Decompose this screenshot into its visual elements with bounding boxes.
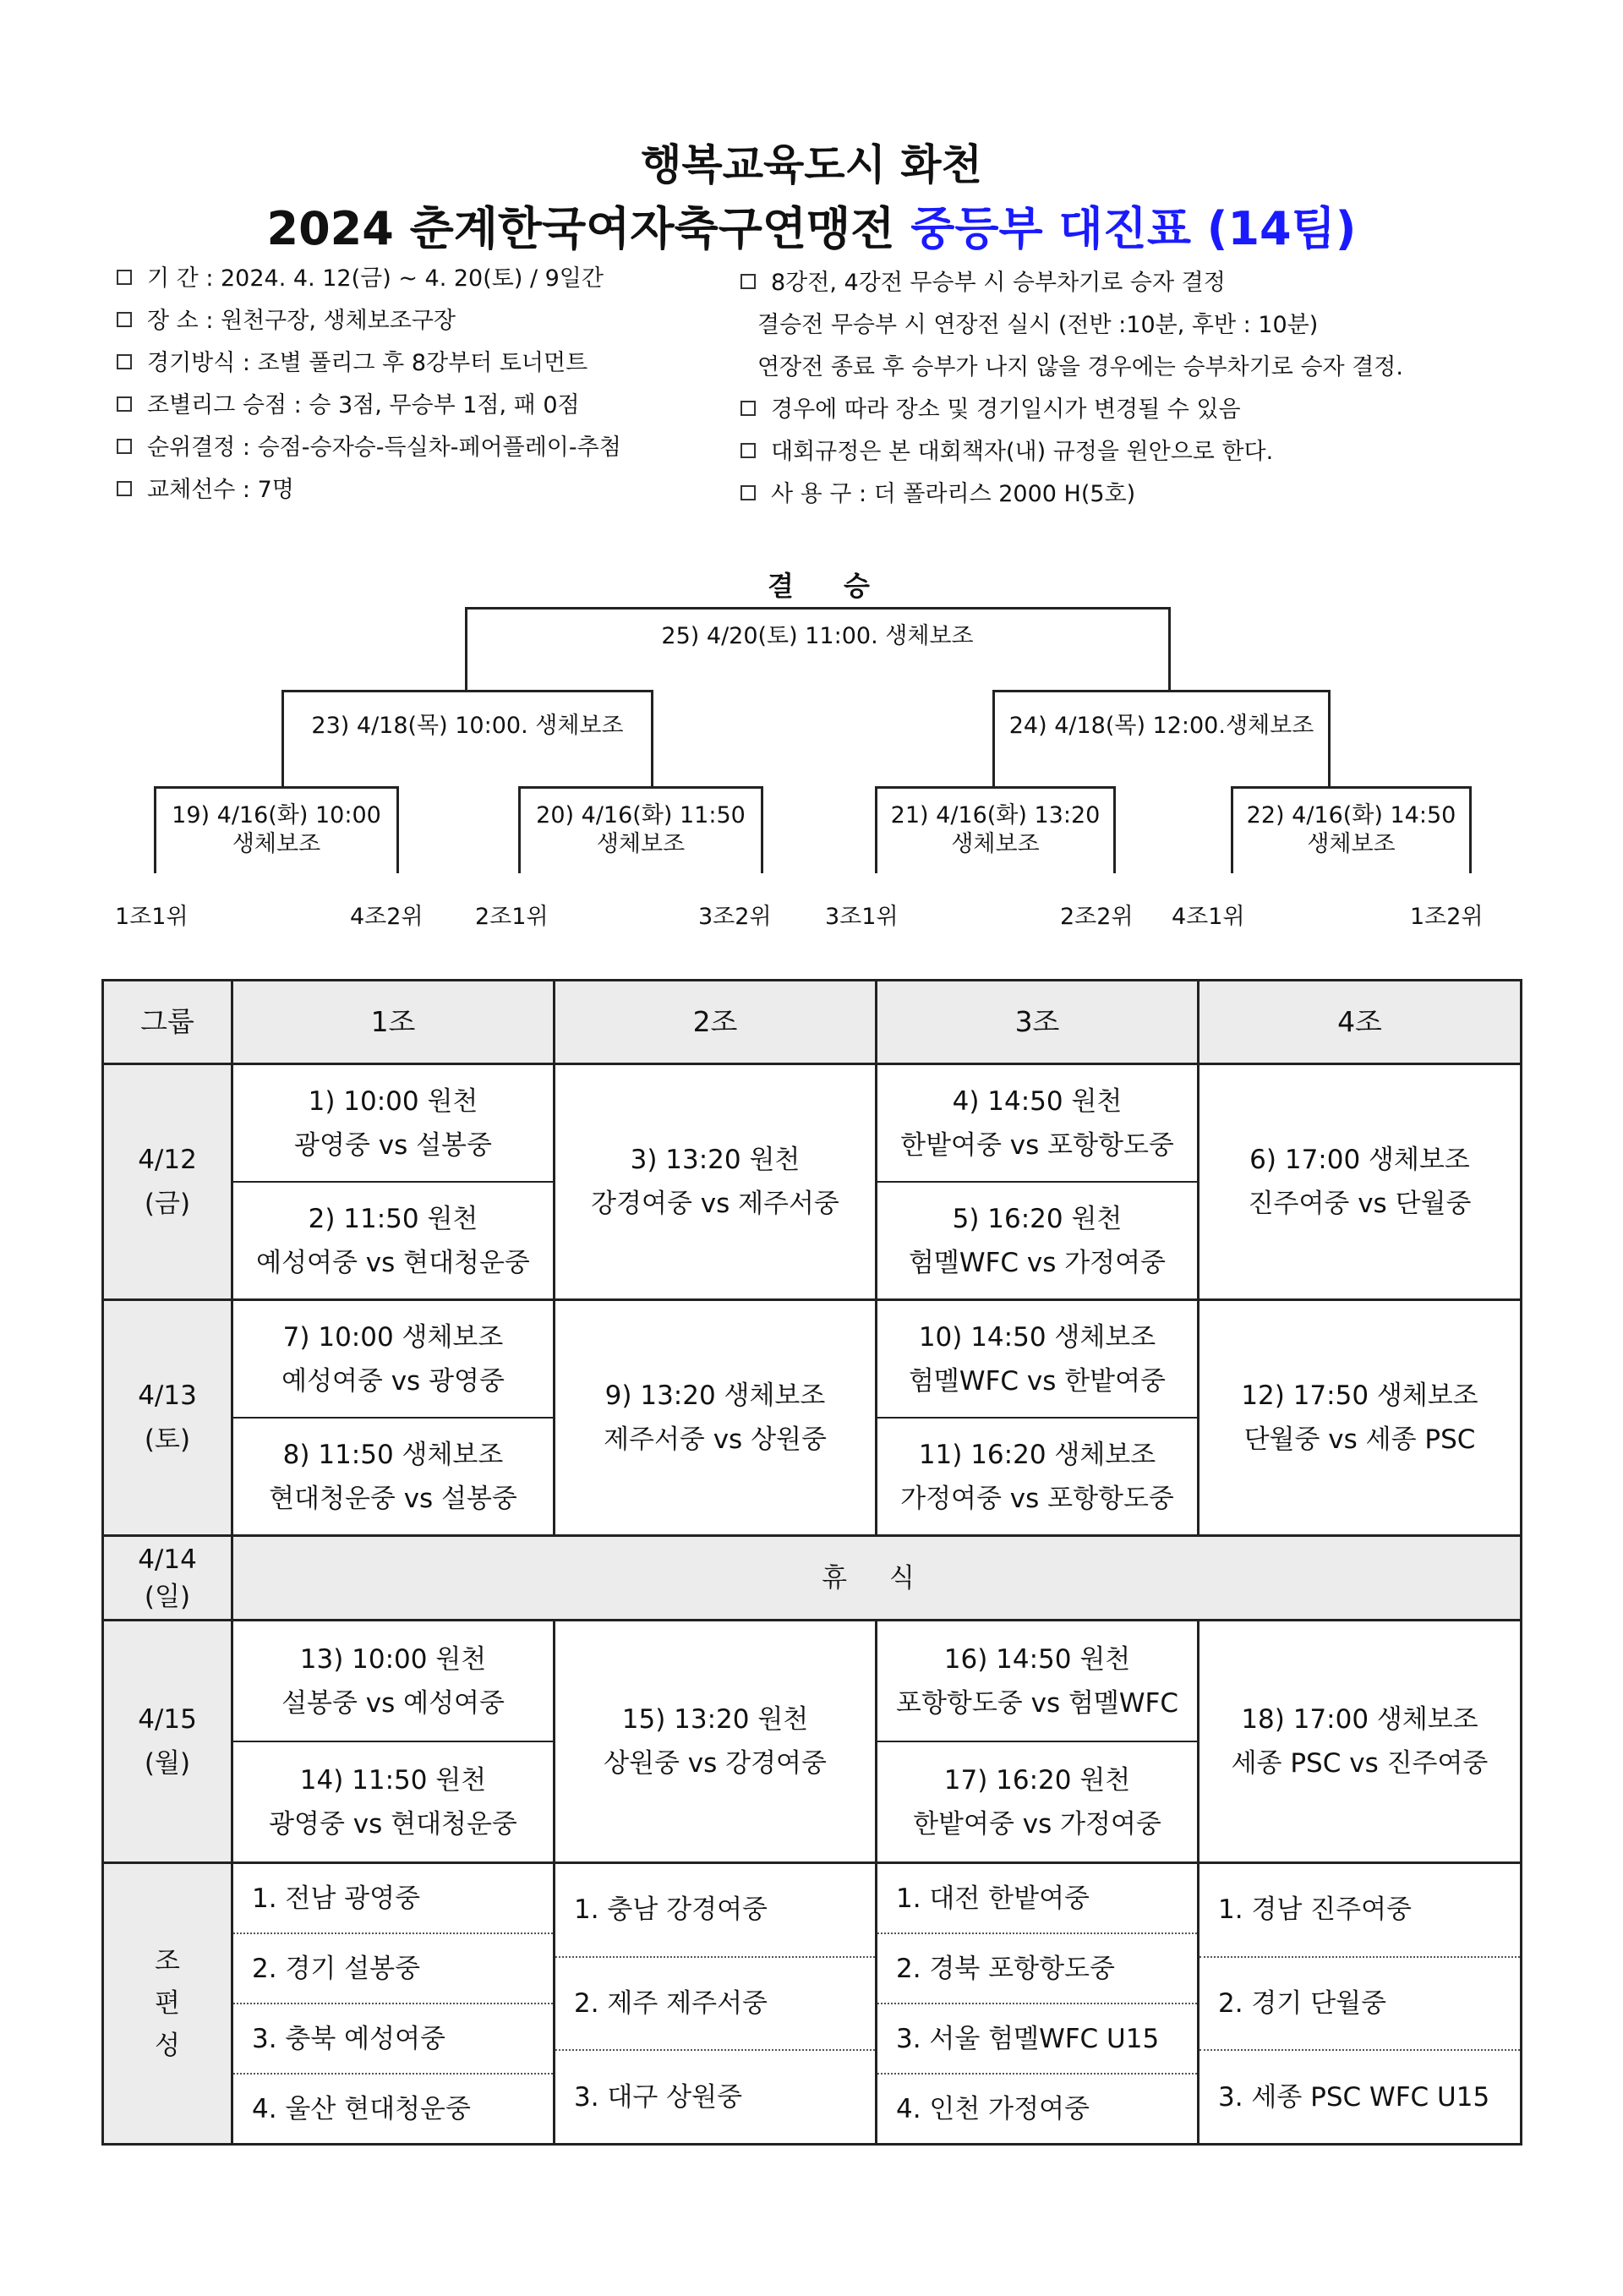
- info-rule-6: 사 용 구 : 더 폴라리스 2000 H(5호): [740, 473, 1403, 516]
- seed-label: 1조1위: [115, 904, 189, 930]
- seed-label: 2조1위: [475, 904, 549, 930]
- seed-label: 3조2위: [698, 904, 772, 930]
- group4-cell: 18) 17:00 생체보조 세종 PSC vs 진주여중: [1199, 1621, 1522, 1863]
- info-points: 조별리그 승점 : 승 3점, 무승부 1점, 패 0점: [117, 385, 621, 427]
- table-row: [103, 1064, 1522, 1300]
- list-item: 3. 서울 험멜WFC U15: [877, 2003, 1197, 2073]
- bracket-line: [465, 607, 467, 692]
- list-item: 1. 경남 진주여중: [1218, 1894, 1412, 1926]
- checkbox-icon: [117, 270, 132, 285]
- info-venue: 장 소 : 원천구장, 생체보조구장: [117, 300, 621, 342]
- bracket-line: [281, 690, 653, 692]
- seed-label: 4조2위: [350, 904, 424, 930]
- final-title: 결 승: [768, 570, 890, 602]
- seed-label: 3조1위: [825, 904, 899, 930]
- subtitle-main: 2024 춘계한국여자축구연맹전: [266, 202, 895, 255]
- bracket-line: [1231, 786, 1472, 789]
- list-item: 3. 충북 예성여중: [233, 2003, 553, 2073]
- info-format: 경기방식 : 조별 풀리그 후 8강부터 토너먼트: [117, 342, 621, 385]
- group1-cell: 7) 10:00 생체보조 예성여중 vs 광영중 8) 11:50 생체보조 현대청운중 vs 설봉중: [232, 1300, 555, 1536]
- qf-match-2: 20) 4/16(화) 11:50 생체보조: [536, 802, 746, 857]
- date-cell: 4/12 (금): [103, 1064, 232, 1300]
- header-group-2: 2조: [555, 981, 877, 1064]
- info-rule-4: 경우에 따라 장소 및 경기일시가 변경될 수 있음: [740, 389, 1403, 431]
- checkbox-icon: [740, 274, 756, 289]
- group2-teams: [555, 1863, 877, 2145]
- checkbox-icon: [740, 443, 756, 458]
- group1-cell: 1) 10:00 원천 광영중 vs 설봉중 2) 11:50 원천 예성여중 vs 현대청운중: [232, 1064, 555, 1300]
- subtitle-highlight: 중등부 대진표 (14팀): [910, 202, 1357, 255]
- checkbox-icon: [117, 312, 132, 327]
- group3-cell: 10) 14:50 생체보조 험멜WFC vs 한밭여중 11) 16:20 생체보조 가정여중 vs 포항항도중: [877, 1300, 1199, 1536]
- list-item: 1. 전남 광영중: [252, 1883, 421, 1914]
- qf-match-4: 22) 4/16(화) 14:50 생체보조: [1246, 802, 1456, 857]
- bracket-line: [465, 607, 1170, 610]
- bracket-line: [1168, 607, 1171, 692]
- semi-left-match: 23) 4/18(목) 10:00. 생체보조: [311, 713, 624, 739]
- checkbox-icon: [117, 396, 132, 412]
- bracket-line: [992, 690, 1331, 692]
- list-item: 3. 대구 상원중: [555, 2049, 875, 2143]
- composition-label: 조 편 성: [103, 1863, 232, 2145]
- schedule-table: [101, 979, 1522, 2146]
- checkbox-icon: [117, 354, 132, 369]
- page-subtitle: [0, 193, 1623, 258]
- bracket-line: [518, 786, 763, 789]
- list-item: 4. 울산 현대청운중: [233, 2073, 553, 2143]
- table-header-row: [103, 981, 1522, 1064]
- group3-cell: 4) 14:50 원천 한밭여중 vs 포항항도중 5) 16:20 원천 험멜WFC vs 가정여중: [877, 1064, 1199, 1300]
- date-cell: 4/15 (월): [103, 1621, 232, 1863]
- group2-cell: 15) 13:20 원천 상원중 vs 강경여중: [555, 1621, 877, 1863]
- group3-cell: 16) 14:50 원천 포항항도중 vs 험멜WFC 17) 16:20 원천 한밭여중 vs 가정여중: [877, 1621, 1199, 1863]
- list-item: 4. 인천 가정여중: [877, 2073, 1197, 2143]
- list-item: 2. 경기 단월중: [1199, 1956, 1520, 2050]
- list-item: 2. 제주 제주서중: [555, 1956, 875, 2050]
- table-row: [103, 1621, 1522, 1863]
- info-left: [117, 258, 621, 511]
- header-group-4: 4조: [1199, 981, 1522, 1064]
- info-period: 기 간 : 2024. 4. 12(금) ~ 4. 20(토) / 9일간: [117, 258, 621, 300]
- checkbox-icon: [117, 439, 132, 454]
- semi-right-match: 24) 4/18(목) 12:00.생체보조: [1008, 713, 1314, 739]
- group1-teams: [232, 1863, 555, 2145]
- page-title: 행복교육도시 화천: [641, 140, 982, 189]
- list-item: 3. 세종 PSC WFC U15: [1199, 2049, 1520, 2143]
- final-match: 25) 4/20(토) 11:00. 생체보조: [661, 623, 974, 649]
- bracket-line: [875, 786, 1116, 789]
- info-ranking: 순위결정 : 승점-승자승-득실차-페어플레이-추첨: [117, 427, 621, 469]
- header-group: 그룹: [103, 981, 232, 1064]
- group4-cell: 12) 17:50 생체보조 단월중 vs 세종 PSC: [1199, 1300, 1522, 1536]
- group2-cell: 9) 13:20 생체보조 제주서중 vs 상원중: [555, 1300, 877, 1536]
- info-right: [740, 262, 1403, 516]
- qf-match-1: 19) 4/16(화) 10:00 생체보조: [172, 802, 381, 857]
- list-item: 2. 경북 포항항도중: [877, 1932, 1197, 2003]
- qf-match-3: 21) 4/16(화) 13:20 생체보조: [890, 802, 1101, 857]
- header-group-1: 1조: [232, 981, 555, 1064]
- date-cell: 4/13 (토): [103, 1300, 232, 1536]
- table-row-rest: [103, 1536, 1522, 1621]
- group4-teams: [1199, 1863, 1522, 2145]
- seed-label: 4조1위: [1172, 904, 1245, 930]
- list-item: 1. 대전 한밭여중: [896, 1883, 1090, 1914]
- group4-cell: 6) 17:00 생체보조 진주여중 vs 단월중: [1199, 1064, 1522, 1300]
- seed-label: 2조2위: [1060, 904, 1134, 930]
- info-rule-5: 대회규정은 본 대회책자(내) 규정을 원안으로 한다.: [740, 431, 1403, 473]
- rest-day-cell: 휴 식: [232, 1536, 1522, 1621]
- group2-cell: 3) 13:20 원천 강경여중 vs 제주서중: [555, 1064, 877, 1300]
- date-cell: 4/14 (일): [103, 1536, 232, 1621]
- group3-teams: [877, 1863, 1199, 2145]
- list-item: 2. 경기 설봉중: [233, 1932, 553, 2003]
- list-item: 1. 충남 강경여중: [574, 1894, 768, 1926]
- table-row-composition: [103, 1863, 1522, 2145]
- info-rule-2: 결승전 무승부 시 연장전 실시 (전반 :10분, 후반 : 10분): [757, 312, 1319, 338]
- seed-label: 1조2위: [1410, 904, 1484, 930]
- table-row: [103, 1300, 1522, 1536]
- checkbox-icon: [117, 481, 132, 496]
- info-rule-3: 연장전 종료 후 승부가 나지 않을 경우에는 승부차기로 승자 결정.: [757, 354, 1403, 380]
- info-subs: 교체선수 : 7명: [117, 469, 621, 511]
- header-group-3: 3조: [877, 981, 1199, 1064]
- checkbox-icon: [740, 401, 756, 416]
- info-rule-1: 8강전, 4강전 무승부 시 승부차기로 승자 결정: [740, 262, 1403, 304]
- bracket-line: [154, 786, 399, 789]
- checkbox-icon: [740, 485, 756, 500]
- group1-cell: 13) 10:00 원천 설봉중 vs 예성여중 14) 11:50 원천 광영중 vs 현대청운중: [232, 1621, 555, 1863]
